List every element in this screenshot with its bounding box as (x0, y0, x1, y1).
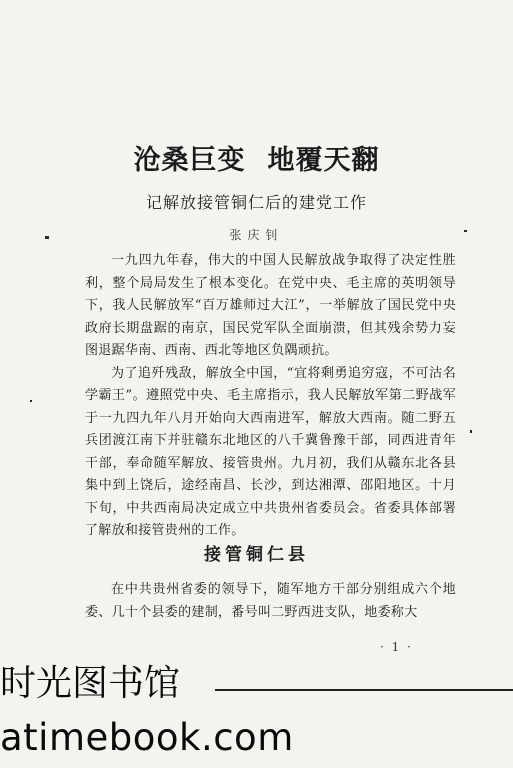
article-title (0, 144, 513, 178)
article-body (85, 250, 456, 543)
article-subtitle: 记解放接管铜仁后的建党工作 (145, 193, 367, 212)
title-part-2: 地覆天翻 (267, 145, 380, 176)
scan-speck (45, 236, 49, 239)
section-body (85, 579, 456, 624)
scan-speck (30, 400, 32, 402)
scan-speck (464, 230, 467, 232)
body-paragraph: 为了追歼残敌，解放全中国，“宜将剩勇追穷寇，不可沽名学霸王”。遵照党中央、毛主席指示，我人民解放军第二野战军于一九四九年八月开始向大西南进军，解放大西南。随二野五兵团渡江南下并驻赣东北地区的八千冀鲁豫干部，同西进青年干部，奉命随军解放、接管贵州。九月初，我们从赣东北各县集中到上饶后，途经南昌、长沙，到达湘潭、邵阳地区。十月下旬，中共西南局决定成立中共贵州省委员会。省委具体部署了解放和接管贵州的工作。 (85, 365, 456, 538)
page-number: · 1 · (380, 640, 413, 654)
watermark-url: atimebook.com (0, 716, 294, 759)
title-part-1: 沧桑巨变 (133, 145, 246, 176)
scan-speck (470, 430, 472, 433)
body-paragraph: 在中共贵州省委的领导下，随军地方干部分别组成六个地委、几十个县委的建制，番号叫二野西进支队，地委称大 (85, 582, 456, 620)
watermark-text: 时光图书馆 (0, 663, 181, 704)
author-name: 张庆钊 (229, 228, 284, 242)
body-paragraph: 一九四九年春，伟大的中国人民解放战争取得了决定性胜利，整个局局发生了根本变化。在党中央、毛主席的英明领导下，我人民解放军“百万雄师过大江”，一举解放了国民党中央政府长期盘踞的南京，国民党军队全面崩溃，但其残余势力妄图退踞华南、西南、西北等地区负隅顽抗。 (85, 253, 456, 358)
section-heading: 接管铜仁县 (204, 545, 309, 565)
watermark-divider (215, 689, 513, 691)
